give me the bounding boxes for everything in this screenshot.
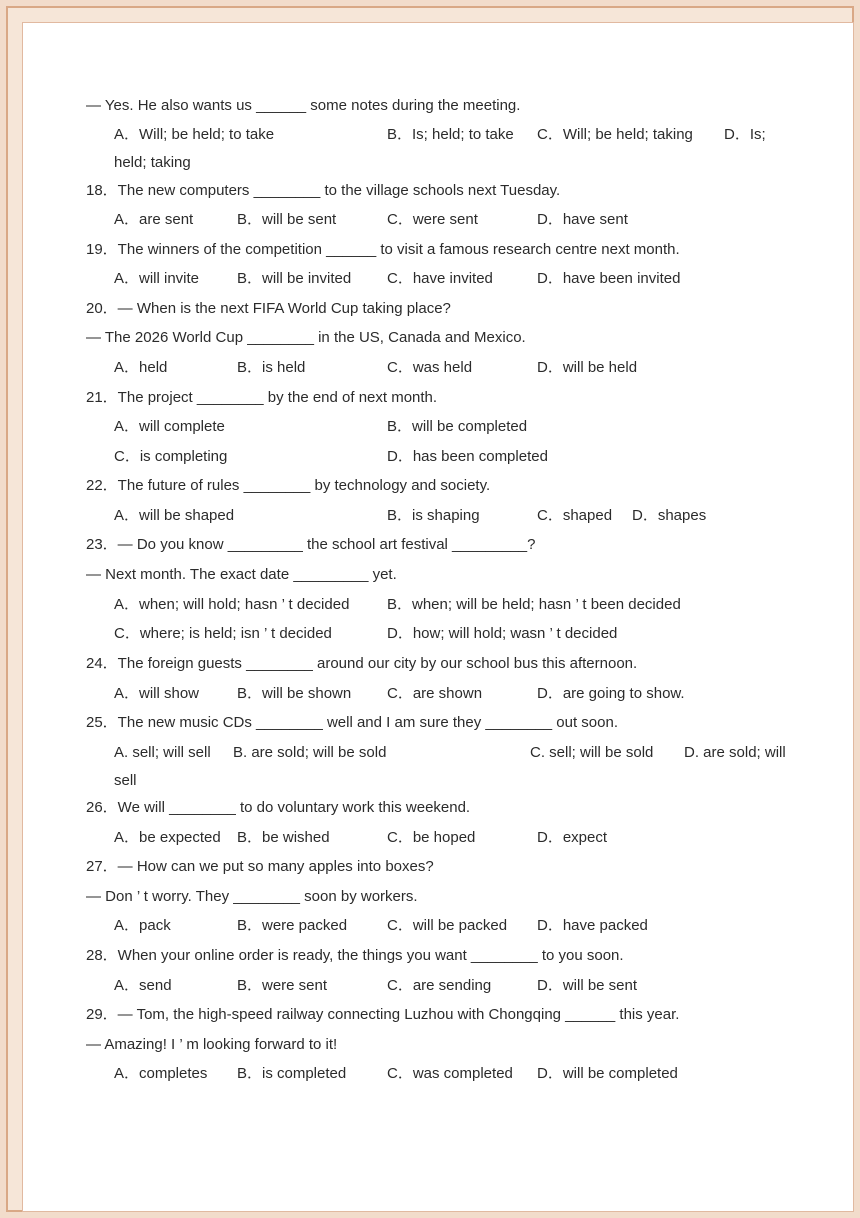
text-line: 21．The project ________ by the end of next month. <box>86 389 438 406</box>
text-line: C．was completed <box>387 1065 513 1082</box>
text-line: C．will be packed <box>387 917 508 934</box>
text-line: D．will be completed <box>537 1065 678 1082</box>
text-line: C．where; is held; isn ’ t decided <box>114 625 332 642</box>
text-line: D. are sold; will <box>684 744 786 761</box>
text-line: B．were sent <box>237 977 328 994</box>
text-line: 28．When your online order is ready, the things you want ________ to you soon. <box>86 947 624 964</box>
text-line: A．are sent <box>114 211 194 228</box>
text-line: A．pack <box>114 917 171 934</box>
text-line: 29．— Tom, the high-speed railway connecting Luzhou with Chongqing ______ this year. <box>86 1006 680 1023</box>
text-line: A．will show <box>114 685 200 702</box>
text-line: D．will be sent <box>537 977 638 994</box>
text-line: 18．The new computers ________ to the village schools next Tuesday. <box>86 182 561 199</box>
text-line: — The 2026 World Cup ________ in the US, Canada and Mexico. <box>86 329 526 346</box>
text-line: C．shaped <box>537 507 613 524</box>
text-line: B．is completed <box>237 1065 347 1082</box>
text-line: B．will be invited <box>237 270 352 287</box>
text-line: B．Is; held; to take <box>387 126 514 143</box>
text-line: — Next month. The exact date _________ yet. <box>86 566 397 583</box>
text-line: 20．— When is the next FIFA World Cup taking place? <box>86 300 451 317</box>
text-line: — Don ’ t worry. They ________ soon by workers. <box>86 888 418 905</box>
text-line: C. sell; will be sold <box>530 744 654 761</box>
text-line: A．be expected <box>114 829 221 846</box>
text-line: C．was held <box>387 359 473 376</box>
text-line: D．Is; <box>724 126 766 143</box>
text-line: B．be wished <box>237 829 330 846</box>
text-line: C．be hoped <box>387 829 476 846</box>
text-line: A．when; will hold; hasn ’ t decided <box>114 596 350 613</box>
text-line: C．is completing <box>114 448 228 465</box>
text-line: D．how; will hold; wasn ’ t decided <box>387 625 618 642</box>
text-line: sell <box>114 772 137 789</box>
text-line: A. sell; will sell <box>114 744 211 761</box>
text-line: 25．The new music CDs ________ well and I am sure they ________ out soon. <box>86 714 618 731</box>
text-line: D．shapes <box>632 507 707 524</box>
text-line: A．will complete <box>114 418 225 435</box>
text-line: B．is held <box>237 359 306 376</box>
text-line: C．are shown <box>387 685 483 702</box>
text-line: 19．The winners of the competition ______ to visit a famous research centre next month. <box>86 241 680 258</box>
text-line: A．held <box>114 359 168 376</box>
text-line: D．are going to show. <box>537 685 685 702</box>
text-line: — Amazing! I ’ m looking forward to it! <box>86 1036 338 1053</box>
text-line: A．will invite <box>114 270 200 287</box>
text-line: B．when; will be held; hasn ’ t been decided <box>387 596 681 613</box>
text-line: A．Will; be held; to take <box>114 126 275 143</box>
text-line: 24．The foreign guests ________ around our city by our school bus this afternoon. <box>86 655 638 672</box>
text-line: C．are sending <box>387 977 492 994</box>
page-border <box>6 6 854 1212</box>
text-line: D．have been invited <box>537 270 681 287</box>
text-line: — Yes. He also wants us ______ some notes during the meeting. <box>86 97 521 114</box>
text-line: D．have sent <box>537 211 628 228</box>
text-line: 26．We will ________ to do voluntary work this weekend. <box>86 799 471 816</box>
text-line: B．will be shown <box>237 685 352 702</box>
text-line: D．have packed <box>537 917 648 934</box>
text-line: A．will be shaped <box>114 507 235 524</box>
text-line: B. are sold; will be sold <box>233 744 387 761</box>
text-line: 27．— How can we put so many apples into boxes? <box>86 858 434 875</box>
text-line: C．Will; be held; taking <box>537 126 693 143</box>
text-line: B．is shaping <box>387 507 480 524</box>
text-line: B．were packed <box>237 917 348 934</box>
text-line: A．completes <box>114 1065 208 1082</box>
text-line: D．has been completed <box>387 448 548 465</box>
text-line: 22．The future of rules ________ by technology and society. <box>86 477 491 494</box>
exam-page <box>22 22 854 1212</box>
text-line: held; taking <box>114 154 191 171</box>
text-line: D．expect <box>537 829 608 846</box>
text-line: C．were sent <box>387 211 478 228</box>
text-line: B．will be sent <box>237 211 337 228</box>
text-line: 23．— Do you know _________ the school art festival _________? <box>86 536 536 553</box>
text-line: D．will be held <box>537 359 638 376</box>
text-line: C．have invited <box>387 270 493 287</box>
text-line: A．send <box>114 977 172 994</box>
text-line: B．will be completed <box>387 418 528 435</box>
